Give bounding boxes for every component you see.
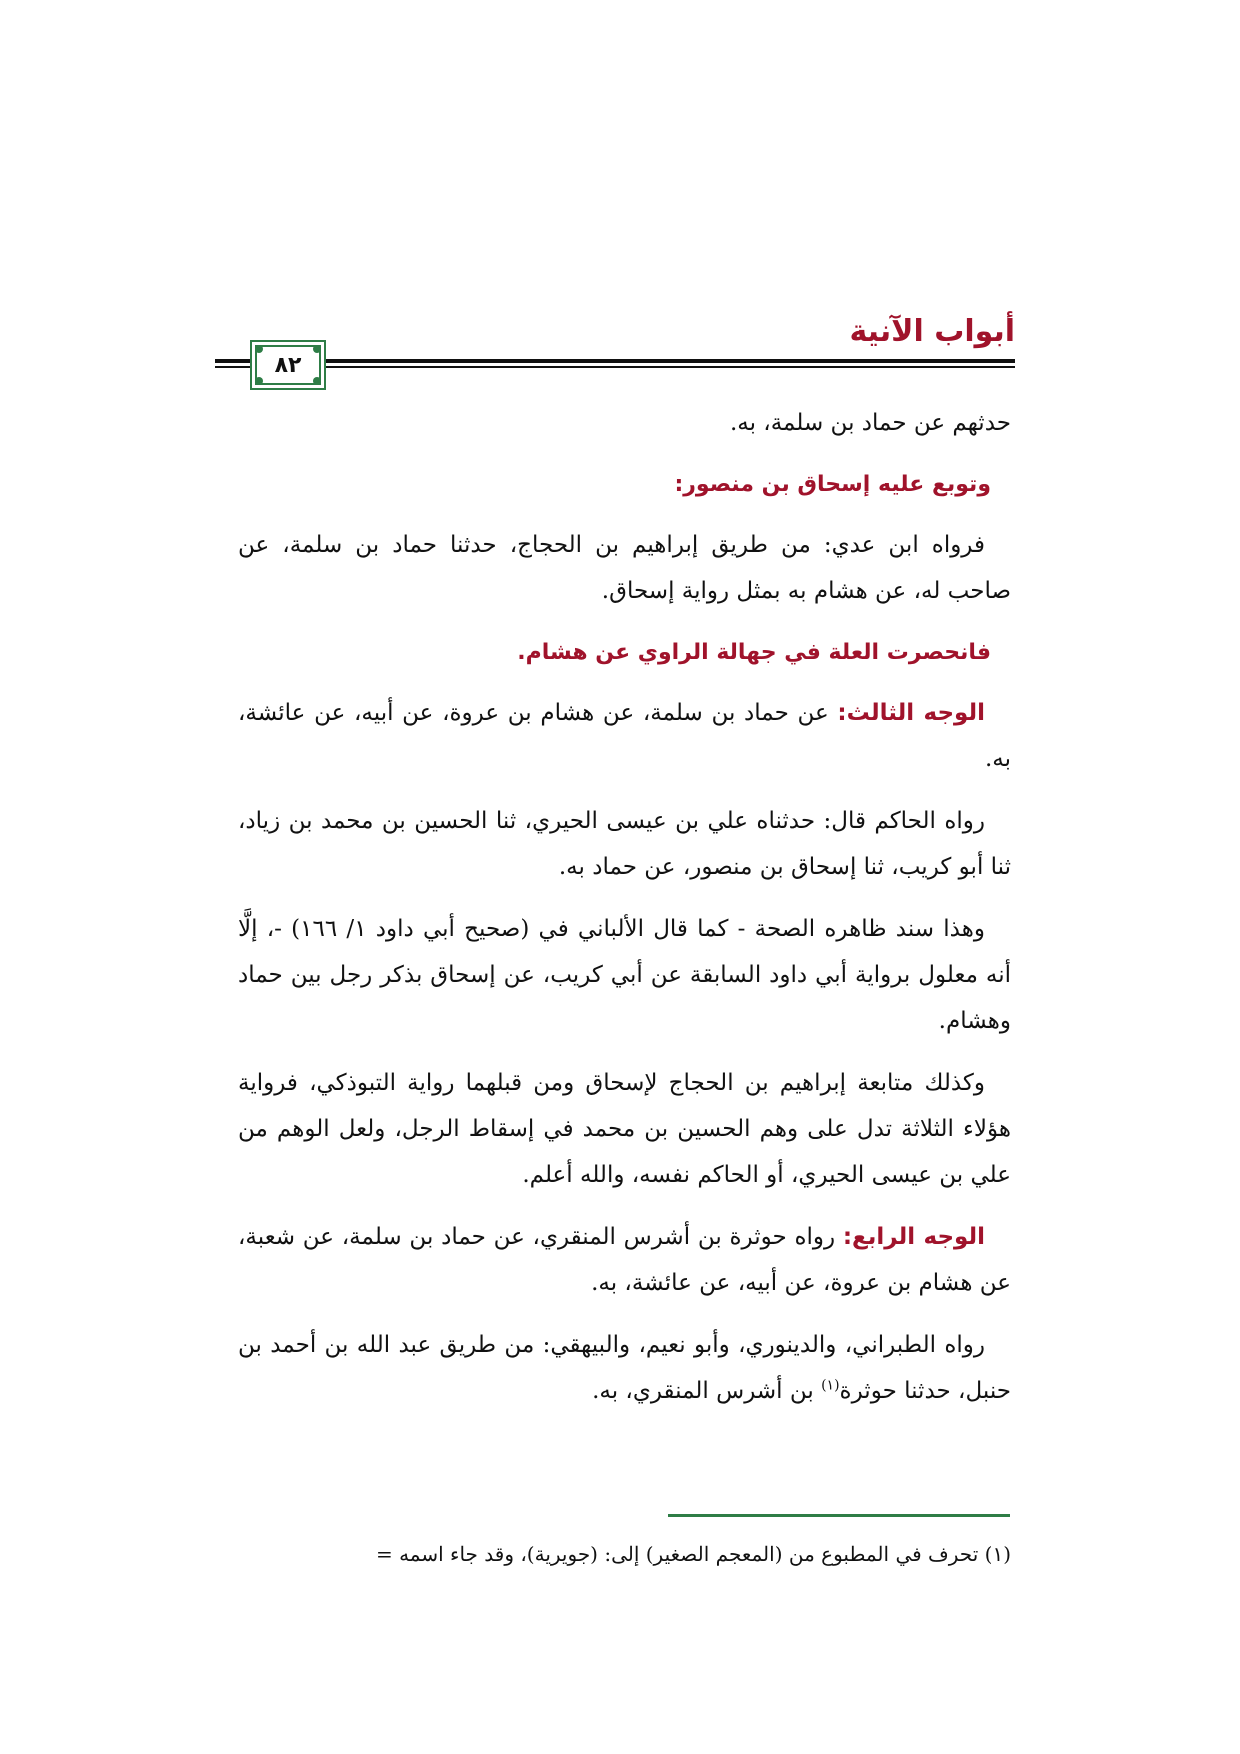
paragraph: رواه الحاكم قال: حدثناه علي بن عيسى الحيري، ثنا الحسين بن محمد بن زياد، ثنا أبو كريب، ثنا إسحاق بن منصور، عن حماد به. [238, 808, 1011, 880]
paragraph-text: عن حماد بن سلمة، عن هشام بن عروة، عن أبيه، عن عائشة، به. [238, 700, 1011, 772]
paragraph: وكذلك متابعة إبراهيم بن الحجاج لإسحاق ومن قبلهما رواية التبوذكي، فرواية هؤلاء الثلاثة تدل على وهم الحسين بن محمد في إسقاط الرجل، ولعل الوهم من علي بن عيسى الحيري، أو الحاكم نفسه، والله أعلم. [238, 1070, 1011, 1188]
footnote: (١) تحرف في المطبوع من (المعجم الصغير) إلى: (جويرية)، وقد جاء اسمه = [375, 1542, 1011, 1566]
paragraph-text: رواه الطبراني، والدينوري، وأبو نعيم، والبيهقي: من طريق عبد الله بن أحمد بن حنبل، حدثنا حوثرة [238, 1332, 1011, 1404]
paragraph: حدثهم عن حماد بن سلمة، به. [729, 410, 1011, 436]
paragraph: فرواه ابن عدي: من طريق إبراهيم بن الحجاج، حدثنا حماد بن سلمة، عن صاحب له، عن هشام به بمثل رواية إسحاق. [238, 532, 1011, 604]
paragraph-text: بن أشرس المنقري، به. [592, 1378, 822, 1404]
main-text [238, 400, 1011, 1430]
paragraph [238, 690, 1011, 782]
section-heading: فانحصرت العلة في جهالة الراوي عن هشام. [517, 640, 991, 665]
page-header [215, 312, 1015, 388]
paragraph [238, 1214, 1011, 1306]
aspect-label: الوجه الثالث: [837, 700, 985, 726]
section-heading: وتوبع عليه إسحاق بن منصور: [674, 472, 991, 497]
page-number-frame [250, 340, 326, 390]
page-number: ٨٢ [274, 352, 302, 378]
chapter-title: أبواب الآنية [849, 314, 1015, 349]
paragraph-text: رواه حوثرة بن أشرس المنقري، عن حماد بن سلمة، عن شعبة، عن هشام بن عروة، عن أبيه، عن عائشة، به. [238, 1224, 1011, 1296]
paragraph [238, 1322, 1011, 1414]
footnote-ref: (١) [821, 1377, 840, 1394]
paragraph: وهذا سند ظاهره الصحة - كما قال الألباني في (صحيح أبي داود ١/ ١٦٦) -، إلَّا أنه معلول برواية أبي داود السابقة عن أبي كريب، عن إسحاق بذكر رجل بين حماد وهشام. [238, 916, 1011, 1034]
ornament-icon [255, 345, 263, 353]
ornament-icon [313, 377, 321, 385]
header-rule-thick [215, 359, 1015, 363]
ornament-icon [255, 377, 263, 385]
aspect-label: الوجه الرابع: [842, 1224, 985, 1250]
footnote-separator [668, 1514, 1010, 1517]
header-rule-thin [215, 366, 1015, 368]
ornament-icon [313, 345, 321, 353]
